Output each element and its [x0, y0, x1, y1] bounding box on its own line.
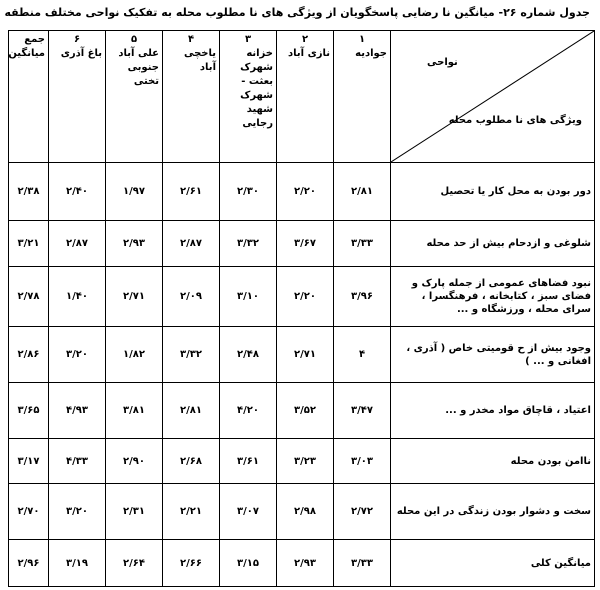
cell-value: ۴ [334, 327, 391, 383]
row-label: دور بودن به محل کار یا تحصیل [391, 163, 595, 221]
column-number: ۱ [358, 34, 366, 45]
cell-value: ۳/۲۰ [49, 327, 106, 383]
column-label: نازی آباد [288, 48, 330, 59]
row-label: سخت و دشوار بودن زندگی در این محله [391, 484, 595, 540]
cell-value: ۲/۹۳ [106, 221, 163, 267]
table-title: جدول شماره ۲۶- میانگین نا رضایی پاسخگویان از ویژگی های نا مطلوب محله به تفکیک نواحی مختلف منطقه [4, 6, 590, 19]
cell-value: ۳/۳۲ [220, 221, 277, 267]
cell-value: ۲/۲۰ [277, 163, 334, 221]
row-label: وجود بیش از ح قومیتی خاص ( آذری ، افغانی و ... ) [391, 327, 595, 383]
cell-value: ۲/۷۸ [9, 267, 49, 327]
column-number: ۴ [187, 34, 195, 45]
column-header [163, 31, 220, 163]
cell-value: ۱/۹۷ [106, 163, 163, 221]
cell-value: ۳/۸۱ [106, 383, 163, 439]
column-label: علی آباد جنوبی تختی [118, 48, 159, 87]
column-number: ۶ [73, 34, 81, 45]
table-row [9, 439, 595, 484]
cell-value: ۲/۸۷ [163, 221, 220, 267]
data-table [8, 30, 595, 587]
column-label: جوادیه [355, 48, 387, 59]
cell-value: ۲/۹۰ [106, 439, 163, 484]
column-label: باغ آذری [60, 48, 102, 59]
cell-value: ۳/۱۹ [49, 540, 106, 587]
row-label: نبود فضاهای عمومی از جمله پارک و فضای سبز ، کتابخانه ، فرهنگسرا ، سرای محله ، ورزشگاه و ... [391, 267, 595, 327]
cell-value: ۳/۳۲ [163, 327, 220, 383]
cell-value: ۲/۷۰ [9, 484, 49, 540]
cell-value: ۳/۳۳ [334, 221, 391, 267]
cell-value: ۲/۷۱ [106, 267, 163, 327]
cell-value: ۲/۸۷ [49, 221, 106, 267]
cell-value: ۳/۲۳ [277, 439, 334, 484]
cell-value: ۲/۶۶ [163, 540, 220, 587]
cell-value: ۲/۰۹ [163, 267, 220, 327]
cell-value: ۳/۵۲ [277, 383, 334, 439]
column-header [106, 31, 163, 163]
table-row [9, 267, 595, 327]
header-row [9, 31, 595, 163]
cell-value: ۲/۲۱ [163, 484, 220, 540]
column-header [277, 31, 334, 163]
column-header [334, 31, 391, 163]
row-label: ناامن بودن محله [391, 439, 595, 484]
cell-value: ۳/۶۷ [277, 221, 334, 267]
cell-value: ۳/۳۳ [334, 540, 391, 587]
corner-bottom-label: ویژگی های نا مطلوب محله [448, 115, 582, 126]
table-row-total [9, 540, 595, 587]
cell-value: ۲/۷۱ [277, 327, 334, 383]
column-number: ۲ [301, 34, 309, 45]
cell-value: ۲/۹۶ [9, 540, 49, 587]
row-label: اعتیاد ، قاچاق مواد مخدر و ... [391, 383, 595, 439]
cell-value: ۲/۳۱ [106, 484, 163, 540]
column-label: یاخچی آباد [183, 48, 216, 73]
cell-value: ۳/۱۰ [220, 267, 277, 327]
cell-value: ۱/۴۰ [49, 267, 106, 327]
column-header-total [9, 31, 49, 163]
cell-value: ۳/۴۷ [334, 383, 391, 439]
cell-value: ۲/۸۶ [9, 327, 49, 383]
cell-value: ۲/۴۰ [49, 163, 106, 221]
column-number: ۵ [130, 34, 138, 45]
column-header [49, 31, 106, 163]
cell-value: ۲/۷۲ [334, 484, 391, 540]
corner-top-label: نواحی [427, 57, 458, 68]
cell-value: ۳/۲۱ [9, 221, 49, 267]
cell-value: ۳/۰۳ [334, 439, 391, 484]
table-row [9, 383, 595, 439]
table-row [9, 327, 595, 383]
corner-cell [391, 31, 595, 163]
diagonal-divider [391, 31, 594, 162]
cell-value: ۲/۸۱ [163, 383, 220, 439]
cell-value: ۴/۳۳ [49, 439, 106, 484]
cell-value: ۳/۱۷ [9, 439, 49, 484]
cell-value: ۱/۸۲ [106, 327, 163, 383]
cell-value: ۲/۳۰ [220, 163, 277, 221]
table-row [9, 221, 595, 267]
cell-value: ۳/۲۰ [49, 484, 106, 540]
column-header [220, 31, 277, 163]
cell-value: ۲/۹۳ [277, 540, 334, 587]
cell-value: ۴/۲۰ [220, 383, 277, 439]
table-row [9, 484, 595, 540]
column-label: خزانه شهرک بعثت - شهرک شهید رجایی [240, 48, 273, 129]
row-label: میانگین کلی [391, 540, 595, 587]
cell-value: ۳/۶۱ [220, 439, 277, 484]
cell-value: ۳/۰۷ [220, 484, 277, 540]
cell-value: ۲/۴۸ [220, 327, 277, 383]
column-label: جمع میانگین [8, 34, 45, 59]
cell-value: ۲/۶۴ [106, 540, 163, 587]
cell-value: ۲/۶۸ [163, 439, 220, 484]
cell-value: ۳/۹۶ [334, 267, 391, 327]
cell-value: ۲/۳۸ [9, 163, 49, 221]
row-label: شلوغی و ازدحام بیش از حد محله [391, 221, 595, 267]
cell-value: ۲/۲۰ [277, 267, 334, 327]
column-number: ۳ [244, 34, 252, 45]
cell-value: ۳/۱۵ [220, 540, 277, 587]
cell-value: ۲/۹۸ [277, 484, 334, 540]
cell-value: ۳/۶۵ [9, 383, 49, 439]
table-row [9, 163, 595, 221]
cell-value: ۲/۸۱ [334, 163, 391, 221]
cell-value: ۴/۹۳ [49, 383, 106, 439]
cell-value: ۲/۶۱ [163, 163, 220, 221]
